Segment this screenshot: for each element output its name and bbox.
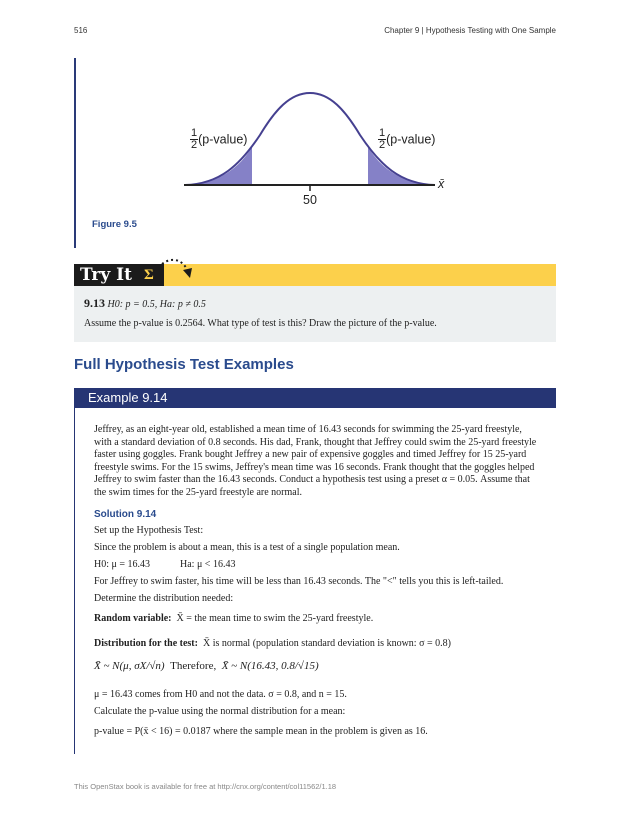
try-it-body: [74, 286, 556, 342]
dist-label: Distribution for the test:: [94, 638, 198, 649]
calc-text: Calculate the p-value using the normal distribution for a mean:: [94, 706, 346, 717]
footer: This OpenStax book is available for free at http://cnx.org/content/col11562/1.18: [74, 782, 337, 791]
null-hypothesis: H0: μ = 16.43: [94, 559, 151, 570]
rv-text: X̄ = the mean time to swim the 25-yard freestyle.: [176, 613, 374, 624]
left-tailed-note: For Jeffrey to swim faster, his time will be less than 16.43 seconds. The "<" tells you this is left-tailed.: [94, 576, 504, 587]
axis-label: x̄: [438, 177, 445, 191]
formula-line: [94, 660, 319, 672]
try-it-question: Assume the p-value is 0.2564. What type of test is this? Draw the picture of the p-value.: [84, 318, 437, 329]
dist-text: X̄ is normal (population standard deviation is known: σ = 0.8): [202, 638, 451, 649]
mu-note: μ = 16.43 comes from H0 and not the data. σ = 0.8, and n = 15.: [94, 689, 347, 700]
random-variable-line: [94, 613, 373, 624]
example-intro: Jeffrey, as an eight-year old, established a mean time of 16.43 seconds for swimming the 25-yard freestyle, with a standard deviation of 0.8 seconds. His dad, Frank, thought that Jeffrey could swim the 25-yard freestyle faster using goggles. Frank bought Jeffrey a new pair of expensive goggles and timed Jeffrey for 15 25-yard freestyle swims. For the 15 swims, Jeffrey's mean time was 16 seconds. Frank thought that the goggles helped Jeffrey to swim faster than the 16.43 seconds. Conduct a hypothesis test using a preset α = 0.05. Assume that the swim times for the 25-yard freestyle are normal.: [94, 424, 537, 498]
section-title: Full Hypothesis Test Examples: [74, 356, 294, 373]
since-text: Since the problem is about a mean, this is a test of a single population mean.: [94, 542, 400, 553]
chapter-title: Chapter 9 | Hypothesis Testing with One Sample: [384, 26, 556, 35]
solution-title: Solution 9.14: [94, 509, 157, 520]
try-it-tag: [74, 264, 164, 286]
formula-therefore: Therefore,: [170, 660, 217, 672]
figure-sidebar-rule: [74, 58, 76, 248]
try-it-box: [74, 264, 556, 342]
example-side-rule: [74, 408, 75, 754]
page-number: 516: [74, 26, 88, 35]
determine-text: Determine the distribution needed:: [94, 593, 234, 604]
example-header: [74, 388, 556, 408]
example-title: Example 9.14: [88, 390, 168, 405]
try-it-title: Try It: [80, 265, 132, 285]
right-tail-shade: [368, 147, 435, 185]
dotted-arrow-icon: [160, 258, 194, 284]
rv-label: Random variable:: [94, 613, 172, 624]
setup-text: Set up the Hypothesis Test:: [94, 525, 204, 536]
sigma-icon: Σ: [144, 267, 154, 283]
try-it-question-header: 9.13 H0: p = 0.5, Ha: p ≠ 0.5: [84, 296, 206, 310]
pvalue-text: p-value = P(x̄ < 16) = 0.0187 where the sample mean in the problem is given as 16.: [94, 726, 428, 737]
figure-caption: Figure 9.5: [92, 219, 137, 230]
center-value: 50: [303, 193, 317, 207]
alt-hypothesis: Ha: μ < 16.43: [180, 559, 236, 570]
formula-specific: X̄ ~ N(16.43, 0.8/√15): [221, 660, 319, 672]
left-tail-label: $\frac{1}{2}$ (p-value): [191, 127, 248, 151]
formula-general: X̄ ~ N(μ, σX/√n): [94, 660, 165, 672]
distribution-line: [94, 638, 451, 649]
left-tail-shade: [185, 147, 252, 185]
right-tail-label: $\frac{1}{2}$ (p-value): [379, 127, 436, 151]
